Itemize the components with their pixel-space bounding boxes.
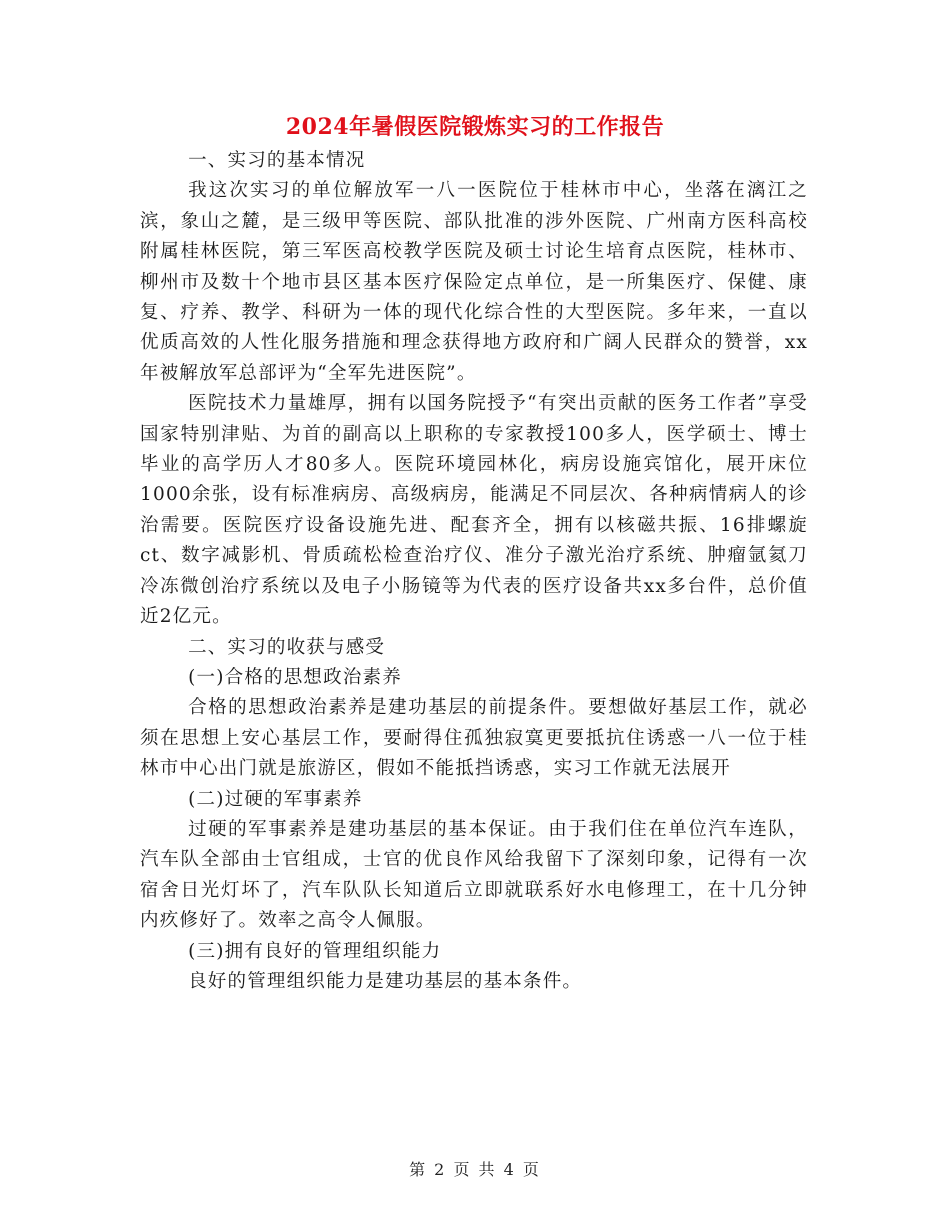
paragraph-hospital-intro: 我这次实习的单位解放军一八一医院位于桂林市中心，坐落在漓江之滨，象山之麓，是三级甲等医院、部队批准的涉外医院、广州南方医科高校附属桂林医院，第三军医高校教学医院及硕士讨论生培育点医院，桂林市、柳州市及数十个地市县区基本医疗保险定点单位，是一所集医疗、保健、康复、疗养、教学、科研为一体的现代化综合性的大型医院。多年来，一直以优质高效的人性化服务措施和理念获得地方政府和广阔人民群众的赞誉，xx年被解放军总部评为“全军先进医院”。 xyxy=(140,180,808,384)
document-body xyxy=(140,146,808,997)
paragraph-political: 合格的思想政治素养是建功基层的前提条件。要想做好基层工作，就必须在思想上安心基层工作，要耐得住孤独寂寞更要抵抗住诱惑一八一位于桂林市中心出门就是旅游区，假如不能抵挡诱惑，实习工作就无法展开 xyxy=(140,697,808,780)
subsection-heading-2: (二)过硬的军事素养 xyxy=(188,788,363,810)
paragraph-management: 良好的管理组织能力是建功基层的基本条件。 xyxy=(188,970,583,992)
subsection-heading-1: (一)合格的思想政治素养 xyxy=(188,666,402,688)
paragraph-military: 过硬的军事素养是建功基层的基本保证。由于我们住在单位汽车连队，汽车队全部由士官组成，士官的优良作风给我留下了深刻印象，记得有一次宿舍日光灯坏了，汽车队队长知道后立即就联系好水电修理工，在十几分钟内疚修好了。效率之高令人佩服。 xyxy=(140,818,808,932)
section-heading-1: 一、实习的基本情况 xyxy=(188,150,366,171)
page-footer: 第 2 页 共 4 页 xyxy=(409,1160,541,1179)
section-heading-2: 二、实习的收获与感受 xyxy=(188,636,386,658)
subsection-heading-3: (三)拥有良好的管理组织能力 xyxy=(188,940,442,962)
document-title: 2024年暑假医院锻炼实习的工作报告 xyxy=(285,114,665,140)
paragraph-hospital-strength: 医院技术力量雄厚，拥有以国务院授予“有突出贡献的医务工作者”享受国家特别津贴、为首的副高以上职称的专家教授100多人，医学硕士、博士毕业的高学历人才80多人。医院环境园林化，病房设施宾馆化，展开床位1000余张，设有标准病房、高级病房，能满足不同层次、各种病情病人的诊治需要。医院医疗设备设施先进、配套齐全，拥有以核磁共振、16排螺旋ct、数字减影机、骨质疏松检查治疗仪、准分子激光治疗系统、肿瘤氩氦刀冷冻微创治疗系统以及电子小肠镜等为代表的医疗设备共xx多台件，总价值近2亿元。 xyxy=(140,393,808,628)
